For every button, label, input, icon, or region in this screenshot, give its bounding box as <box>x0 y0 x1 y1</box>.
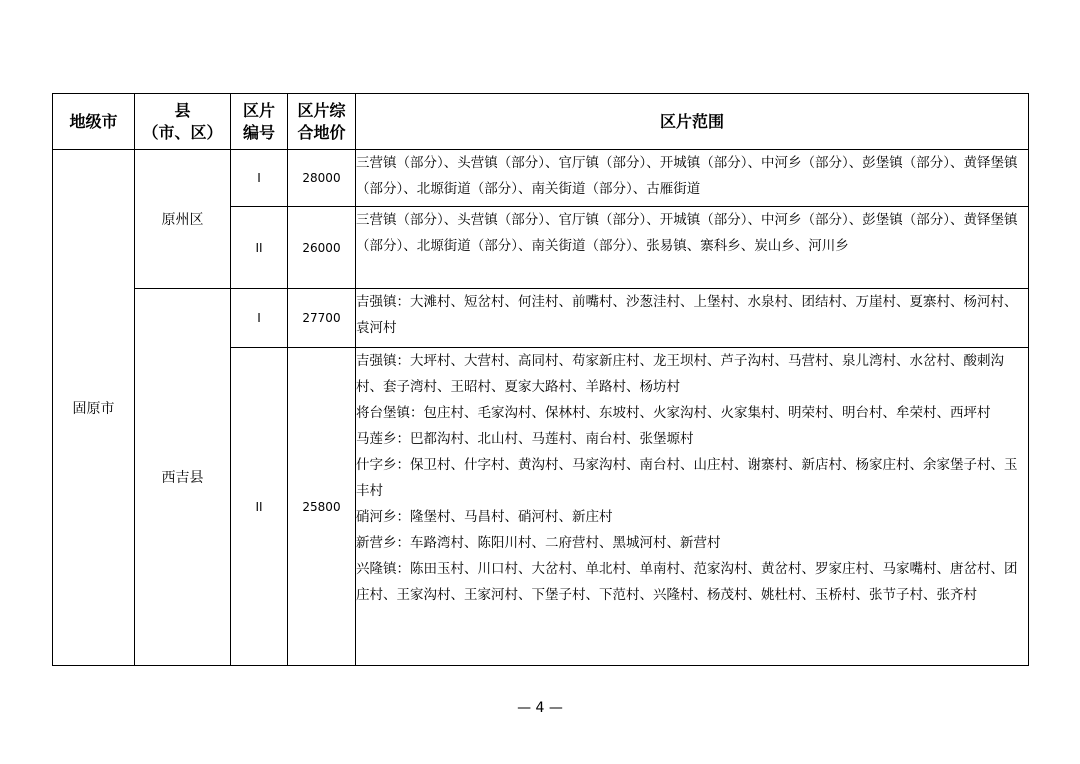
header-price: 区片综 合地价 <box>288 94 356 150</box>
zone-price-cell: 28000 <box>288 150 356 207</box>
header-city: 地级市 <box>53 94 135 150</box>
township-line: 硝河乡：隆堡村、马昌村、硝河村、新庄村 <box>356 509 613 525</box>
header-range: 区片范围 <box>356 94 1029 150</box>
zone-price-cell: 27700 <box>288 289 356 348</box>
zone-id-cell: II <box>231 207 288 289</box>
table-row <box>53 289 1029 348</box>
header-zone-id: 区片 编号 <box>231 94 288 150</box>
township-line: 什字乡：保卫村、什字村、黄沟村、马家沟村、南台村、山庄村、谢寨村、新店村、杨家庄村、余家堡子村、玉丰村 <box>356 457 1018 499</box>
header-row <box>53 94 1029 150</box>
township-line: 兴隆镇：陈田玉村、川口村、大岔村、单北村、单南村、范家沟村、黄岔村、罗家庄村、马家嘴村、唐岔村、团庄村、王家沟村、王家河村、下堡子村、下范村、兴隆村、杨茂村、姚杜村、玉桥村、张节子村、张齐村 <box>356 561 1018 603</box>
zone-range-cell: 吉强镇：大滩村、短岔村、何洼村、前嘴村、沙葱洼村、上堡村、水泉村、团结村、万崖村、夏寨村、杨河村、袁河村 <box>356 289 1029 348</box>
township-line: 将台堡镇：包庄村、毛家沟村、保林村、东坡村、火家沟村、火家集村、明荣村、明台村、牟荣村、西坪村 <box>356 405 991 421</box>
zone-id-cell: II <box>231 348 288 666</box>
county-cell: 原州区 <box>135 150 231 289</box>
township-line: 新营乡：车路湾村、陈阳川村、二府营村、黑城河村、新营村 <box>356 535 721 551</box>
zone-range-cell <box>356 348 1029 666</box>
township-line: 马莲乡：巴都沟村、北山村、马莲村、南台村、张堡塬村 <box>356 431 694 447</box>
land-price-table <box>52 93 1029 666</box>
page-number: — 4 — <box>517 700 563 716</box>
city-cell: 固原市 <box>53 150 135 666</box>
zone-price-cell: 26000 <box>288 207 356 289</box>
county-cell: 西吉县 <box>135 289 231 666</box>
zone-price-cell: 25800 <box>288 348 356 666</box>
table-row <box>53 150 1029 207</box>
township-line: 吉强镇：大坪村、大营村、高同村、苟家新庄村、龙王坝村、芦子沟村、马营村、泉儿湾村、水岔村、酸刺沟村、套子湾村、王昭村、夏家大路村、羊路村、杨坊村 <box>356 353 1004 395</box>
zone-range-cell: 三营镇（部分）、头营镇（部分）、官厅镇（部分）、开城镇（部分）、中河乡（部分）、彭堡镇（部分）、黄铎堡镇（部分）、北塬街道（部分）、南关街道（部分）、张易镇、寨科乡、炭山乡、河川乡 <box>356 207 1029 289</box>
header-county: 县 （市、区） <box>135 94 231 150</box>
zone-id-cell: I <box>231 150 288 207</box>
zone-range-cell: 三营镇（部分）、头营镇（部分）、官厅镇（部分）、开城镇（部分）、中河乡（部分）、彭堡镇（部分）、黄铎堡镇（部分）、北塬街道（部分）、南关街道（部分）、古雁街道 <box>356 150 1029 207</box>
zone-id-cell: I <box>231 289 288 348</box>
